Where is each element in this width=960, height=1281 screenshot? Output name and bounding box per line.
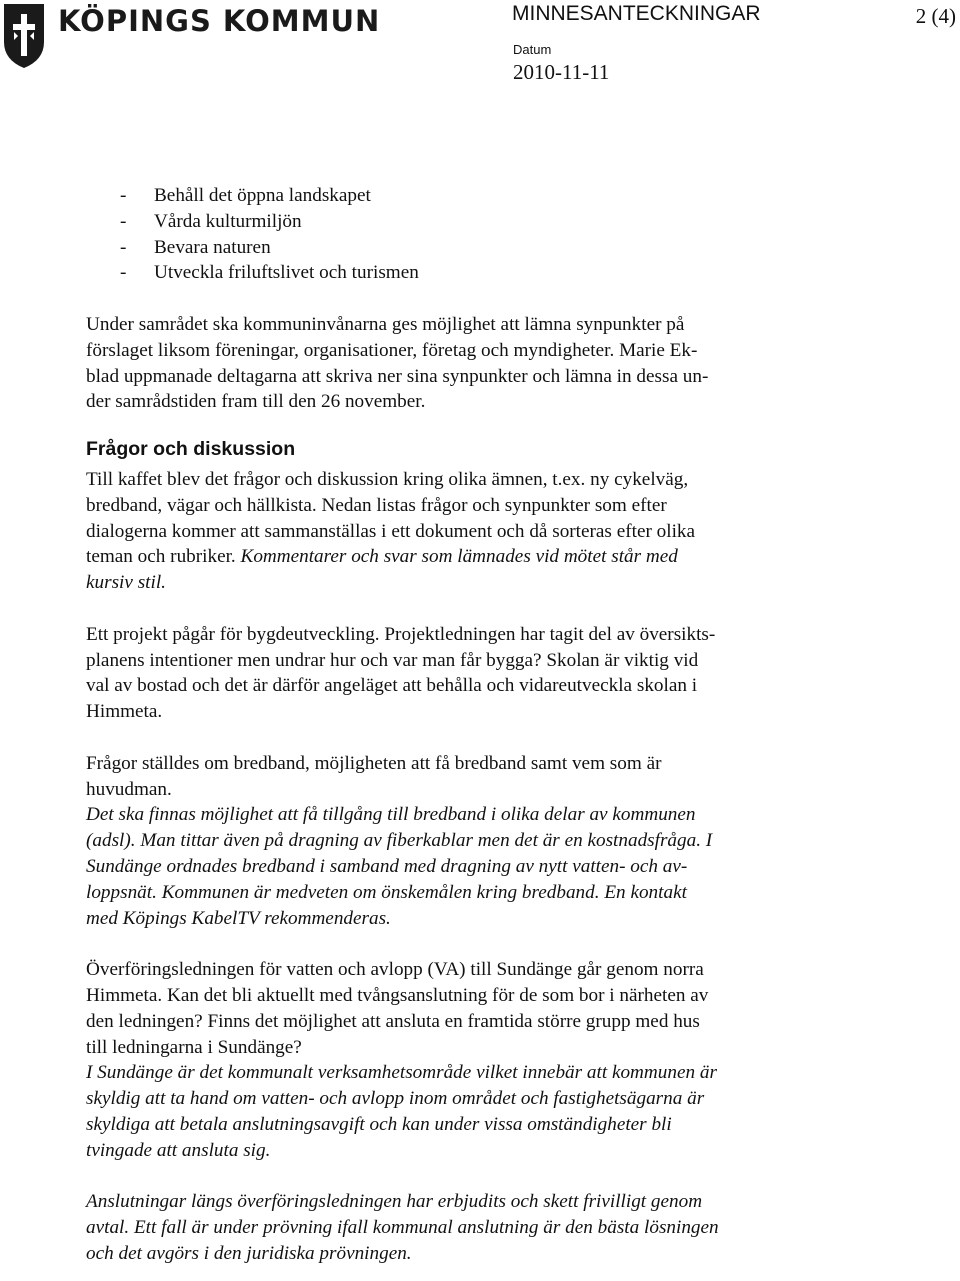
italic-answer-line: skyldig att ta hand om vatten- och avlopp inom området och fastighetsägarna är: [86, 1088, 705, 1110]
section-heading: Frågor och diskussion: [86, 438, 296, 461]
italic-note: Kommentarer och svar som lämnades vid mötet står med: [240, 546, 678, 568]
date-value: 2010-11-11: [513, 60, 610, 84]
italic-answer-line: tvingade att ansluta sig.: [86, 1139, 271, 1161]
municipality-logo: [0, 0, 381, 72]
logo-text: KÖPINGS KOMMUN: [58, 4, 381, 38]
text-line: planens intentioner men undrar hur och var man får bygga? Skolan är viktig vid: [86, 649, 699, 671]
text-line: Till kaffet blev det frågor och diskussion kring olika ämnen, t.ex. ny cykelväg,: [86, 468, 689, 490]
paragraph-consultation: [86, 312, 846, 415]
italic-answer-line: loppsnät. Kommunen är medveten om önskemålen kring bredband. En kontakt: [86, 881, 687, 903]
italic-answer-line: I Sundänge är det kommunalt verksamhetsområde vilket innebär att kommunen är: [86, 1062, 717, 1084]
text-line: blad uppmanade deltagarna att skriva ner sina synpunkter och lämna in dessa un-: [86, 365, 709, 387]
text-line: val av bostad och det är därför angeläget att behålla och vidareutveckla skolan i: [86, 675, 698, 697]
italic-answer-line: Det ska finnas möjlighet att få tillgång till bredband i olika delar av kommunen: [86, 804, 696, 826]
italic-answer-line: med Köpings KabelTV rekommenderas.: [86, 907, 391, 929]
list-item: - Bevara naturen: [120, 236, 271, 258]
document-type: MINNESANTECKNINGAR: [512, 2, 761, 25]
text-line: teman och rubriker.: [86, 546, 241, 568]
text-line: Himmeta.: [86, 701, 163, 723]
text-line: Ett projekt pågår för bygdeutveckling. Projektledningen har tagit del av översikts-: [86, 623, 716, 645]
list-item-text: Behåll det öppna landskapet: [154, 185, 371, 206]
paragraph-broadband: [86, 751, 846, 932]
list-item-text: Vårda kulturmiljön: [154, 210, 302, 232]
paragraph-intro: [86, 467, 846, 596]
italic-answer-line: skyldiga att betala anslutningsavgift och kan under vissa omständigheter bli: [86, 1113, 672, 1135]
text-line: förslaget liksom föreningar, organisationer, företag och myndigheter. Marie Ek-: [86, 339, 698, 361]
text-line: der samrådstiden fram till den 26 november.: [86, 391, 426, 413]
text-line: Himmeta. Kan det bli aktuellt med tvångsanslutning för de som bor i närheten av: [86, 984, 709, 1006]
text-line: Under samrådet ska kommuninvånarna ges möjlighet att lämna synpunkter på: [86, 313, 685, 335]
italic-answer-line: Anslutningar längs överföringsledningen har erbjudits och skett frivilligt genom: [86, 1191, 703, 1213]
text-line: bredband, vägar och hällkista. Nedan listas frågor och synpunkter som efter: [86, 494, 667, 516]
italic-note: kursiv stil.: [86, 572, 166, 594]
paragraph-connections: [86, 1189, 846, 1266]
italic-answer-line: avtal. Ett fall är under prövning ifall kommunal anslutning är den bästa lösningen: [86, 1217, 719, 1239]
list-item: - Utveckla friluftslivet och turismen: [120, 262, 419, 284]
date-label: Datum: [513, 42, 552, 57]
coat-of-arms-icon: [2, 2, 46, 70]
paragraph-water-sewage: [86, 957, 846, 1163]
text-line: Överföringsledningen för vatten och avlopp (VA) till Sundänge går genom norra: [86, 959, 704, 981]
text-line: dialogerna kommer att sammanställas i ett dokument och då sorteras efter olika: [86, 520, 696, 542]
page-number: 2 (4): [915, 4, 956, 28]
list-item: - Vårda kulturmiljön: [120, 210, 302, 232]
list-item: - Behåll det öppna landskapet: [120, 185, 371, 206]
paragraph-project: [86, 622, 846, 725]
text-line: den ledningen? Finns det möjlighet att ansluta en framtida större grupp med hus: [86, 1010, 700, 1032]
italic-answer-line: och det avgörs i den juridiska prövningen.: [86, 1242, 412, 1264]
italic-answer-line: Sundänge ordnades bredband i samband med dragning av nytt vatten- och av-: [86, 855, 688, 877]
bullet-list: [86, 183, 846, 286]
list-item-text: Bevara naturen: [154, 236, 271, 258]
text-line: Frågor ställdes om bredband, möjligheten att få bredband samt vem som är: [86, 752, 662, 774]
italic-answer-line: (adsl). Man tittar även på dragning av fiberkablar men det är en kostnadsfråga. I: [86, 830, 713, 852]
text-line: huvudman.: [86, 778, 172, 800]
list-item-text: Utveckla friluftslivet och turismen: [154, 262, 419, 284]
document-body: [86, 183, 846, 1267]
text-line: till ledningarna i Sundänge?: [86, 1036, 302, 1058]
